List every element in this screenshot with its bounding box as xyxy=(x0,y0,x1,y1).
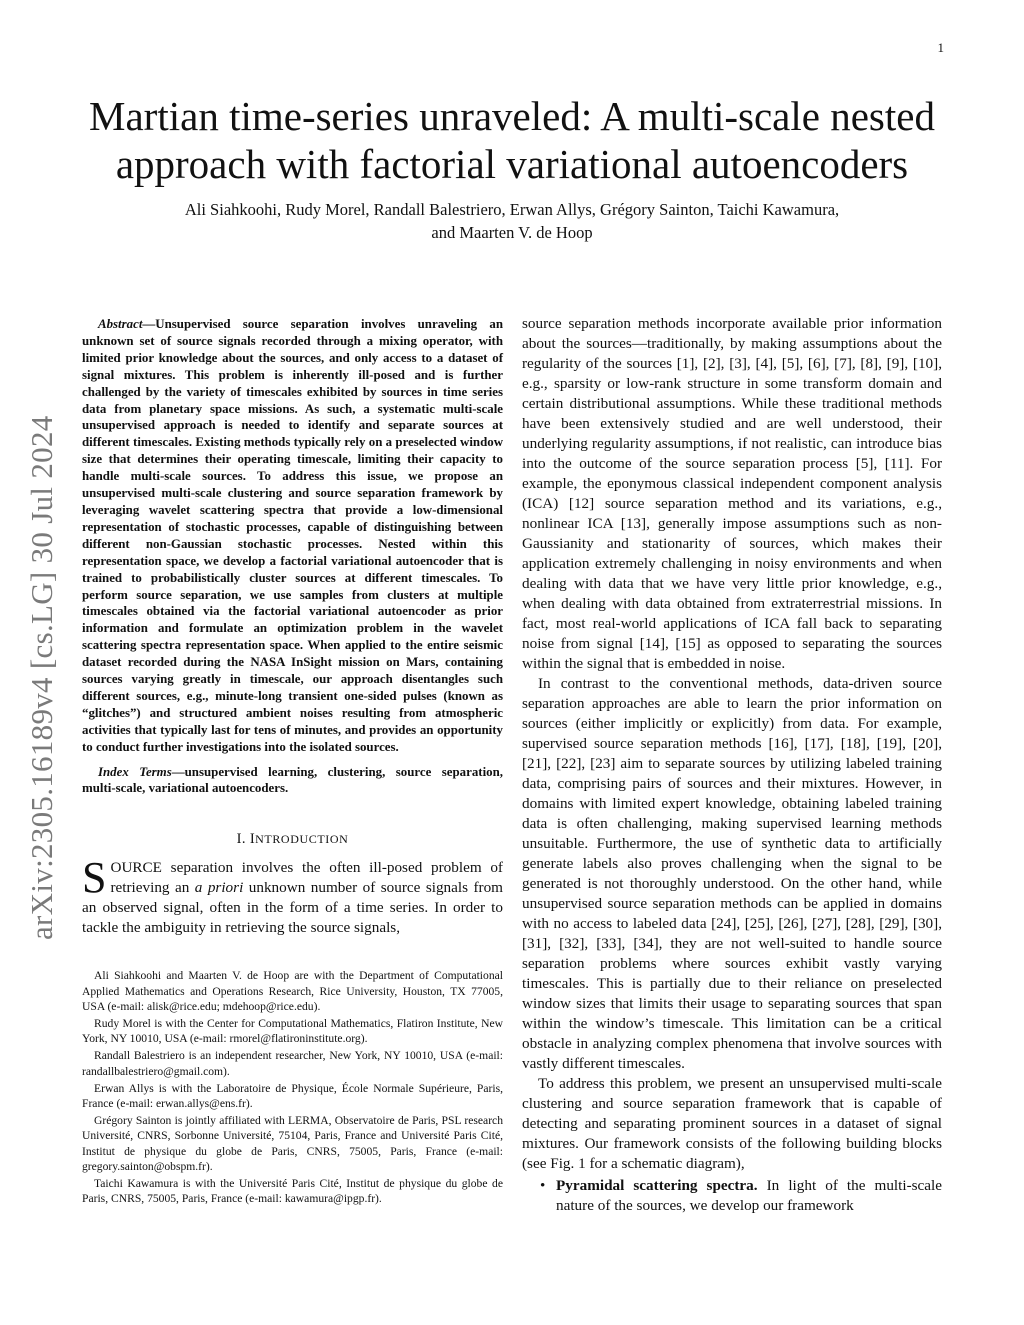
footnote-1: Ali Siahkoohi and Maarten V. de Hoop are with the Department of Computational Applied Mathematics and Operations Research, Rice University, Houston, TX 77005, USA (e-mail: alisk@rice.edu; mdehoop@rice.edu). xyxy=(82,969,503,1013)
section-rest: NTRODUCTION xyxy=(255,832,349,847)
abstract xyxy=(82,316,503,756)
authors-line-1: Ali Siahkoohi, Rudy Morel, Randall Balestriero, Erwan Allys, Grégory Sainton, Taichi Kawamura, xyxy=(184,200,840,219)
drop-cap: S xyxy=(82,853,107,903)
arxiv-stamp: arXiv:2305.16189v4 [cs.LG] 30 Jul 2024 xyxy=(24,415,59,940)
body-paragraph-3: To address this problem, we present an unsupervised multi-scale clustering and source separation framework that is capable of detecting and separating prominent sources in a dataset of signal mixtures. Our framework consists of the following building blocks (see Fig. 1 for a schematic diagram), xyxy=(522,1075,942,1172)
authors-line-2: and Maarten V. de Hoop xyxy=(431,223,593,242)
body-paragraph-1: source separation methods incorporate available prior information about the sources—traditionally, by making assumptions about the regularity of the sources [1], [2], [3], [4], [5], [6], [7], [8], [9], [10], e.g., sparsity or low-rank structure in some transform domain and certain distributional assumptions. While these traditional methods have been extensively studied and are well understood, their underlying regularity assumptions, if not realistic, can introduce bias into the outcome of the source separation process [5], [11]. For example, the eponymous classical independent component analysis (ICA) [12] source separation method and its variations, e.g., nonlinear ICA [13], generally impose assumptions such as non-Gaussianity and stationarity of sources, which makes their application extremely challenging in noisy environments and when dealing with data that we have very little prior knowledge, e.g., when dealing with data obtained from extraterrestrial missions. In fact, most real-world applications of ICA fall back to separating noise from signal [14], [15] as opposed to separating the sources within the signal that is embedded in noise. xyxy=(522,315,942,672)
bullet-head: Pyramidal scattering spectra. xyxy=(556,1177,758,1194)
left-column xyxy=(82,316,503,1208)
paper-title: Martian time-series unraveled: A multi-scale nested approach with factorial variational autoencoders xyxy=(89,93,935,187)
bullet-text: In light of the multi-scale nature of the sources, we develop our framework xyxy=(556,1177,943,1214)
right-column xyxy=(522,314,942,1216)
abstract-text: —Unsupervised source separation involves unraveling an unknown set of source signals recorded through a mixing operator, with limited prior knowledge about the sources, and only access to a dataset of signal mixtures. This problem is inherently ill-posed and is further challenged by the variety of timescales exhibited by sources in time series data from planetary space missions. As such, a systematic multi-scale unsupervised approach is needed to identify and separate sources at different timescales. Existing methods typically rely on a preselected window size that determines their operating timescale, limiting their capacity to handle multi-scale sources. To address this issue, we propose an unsupervised multi-scale clustering and source separation framework by leveraging wavelet scattering spectra that provide a low-dimensional representation of stochastic processes, capable of distinguishing between different non-Gaussian stochastic processes. Nested within this representation space, we develop a factorial variational autoencoder that is trained to probabilistically cluster sources at different timescales. To perform source separation, we use samples from clusters at multiple timescales obtained via the factorial variational autoencoder as prior information and formulate an optimization problem in the wavelet scattering spectra representation space. When applied to the entire seismic dataset recorded during the NASA InSight mission on Mars, containing sources varying greatly in timescale, our approach disentangles such different sources, e.g., minute-long transient one-sided pulses (known as “glitches”) and structured ambient noises resulting from atmospheric activities that typically last for tens of minutes, and provides an opportunity to conduct further investigations into the isolated sources. xyxy=(82,317,503,754)
author-list xyxy=(110,198,914,244)
body-paragraph-2: In contrast to the conventional methods, data-driven source separation approaches are able to learn the prior information on sources (either implicitly or explicitly) from data. For example, supervised source separation methods [16], [17], [18], [19], [20], [21], [22], [23] aim to separate sources by utilizing labeled training data, comprising pairs of sources and their mixtures. However, in domains with limited expert knowledge, obtaining labeled training data is often challenging, making supervised learning methods unsuitable. Furthermore, the use of synthetic data to artificially generate labels also proves challenging when the signal to be generated is not thoroughly understood. On the other hand, while unsupervised source separation methods can be applied in domains with no access to labeled data [24], [25], [26], [27], [28], [29], [30], [31], [32], [33], [34], they are not well-suited to handle source separation problems where sources exhibit vastly varying timescales. This is partially due to their reliance on preselected window sizes that limits their usage to separating sources that span within the window’s timescale. This limitation can be a critical obstacle in analyzing complex phenomena that involve sources with vastly different timescales. xyxy=(522,675,942,1072)
footnote-3: Randall Balestriero is an independent researcher, New York, NY 10010, USA (e-mail: randallbalestriero@gmail.com). xyxy=(82,1049,503,1078)
intro-part-2: unknown number of source signals from an observed signal, often in the form of a time series. In order to tackle the ambiguity in retrieving the source signals, xyxy=(82,879,503,937)
affiliation-footnotes xyxy=(82,968,503,1206)
intro-italic: a priori xyxy=(194,879,244,897)
page-number: 1 xyxy=(937,40,944,55)
footnote-2: Rudy Morel is with the Center for Computational Mathematics, Flatiron Institute, New York, NY 10010, USA (e-mail: rmorel@flatironinstitute.org). xyxy=(82,1016,503,1046)
section-heading-introduction xyxy=(82,831,503,848)
footnote-6: Taichi Kawamura is with the Université Paris Cité, Institut de physique du globe de Paris, CNRS, 75005, Paris, France (e-mail: kawamura@ipgp.fr). xyxy=(82,1177,503,1206)
footnote-5: Grégory Sainton is jointly affiliated with LERMA, Observatoire de Paris, PSL research Université, CNRS, Sorbonne Université, 75104, Paris, France and Université Paris Cité, Institut de physique du globe de Paris, CNRS, 75005, Paris, France (e-mail: gregory.sainton@obspm.fr). xyxy=(82,1114,503,1173)
bullet-marker: • xyxy=(540,1177,546,1194)
section-first-letter: I xyxy=(249,831,256,848)
index-terms-label: Index Terms xyxy=(98,764,172,779)
bullet-pyramidal-scattering xyxy=(522,1176,942,1216)
intro-part-1: OURCE separation involves the often ill-posed problem of retrieving an xyxy=(110,859,503,897)
footnote-4: Erwan Allys is with the Laboratoire de Physique, École Normale Supérieure, Paris, France (e-mail: erwan.allys@ens.fr). xyxy=(82,1081,503,1110)
section-numeral: I. xyxy=(236,831,246,848)
index-terms-text: —unsupervised learning, clustering, source separation, multi-scale, variational autoencoders. xyxy=(82,764,503,796)
intro-paragraph xyxy=(82,853,503,938)
index-terms xyxy=(82,764,503,798)
abstract-label: Abstract xyxy=(98,317,143,331)
